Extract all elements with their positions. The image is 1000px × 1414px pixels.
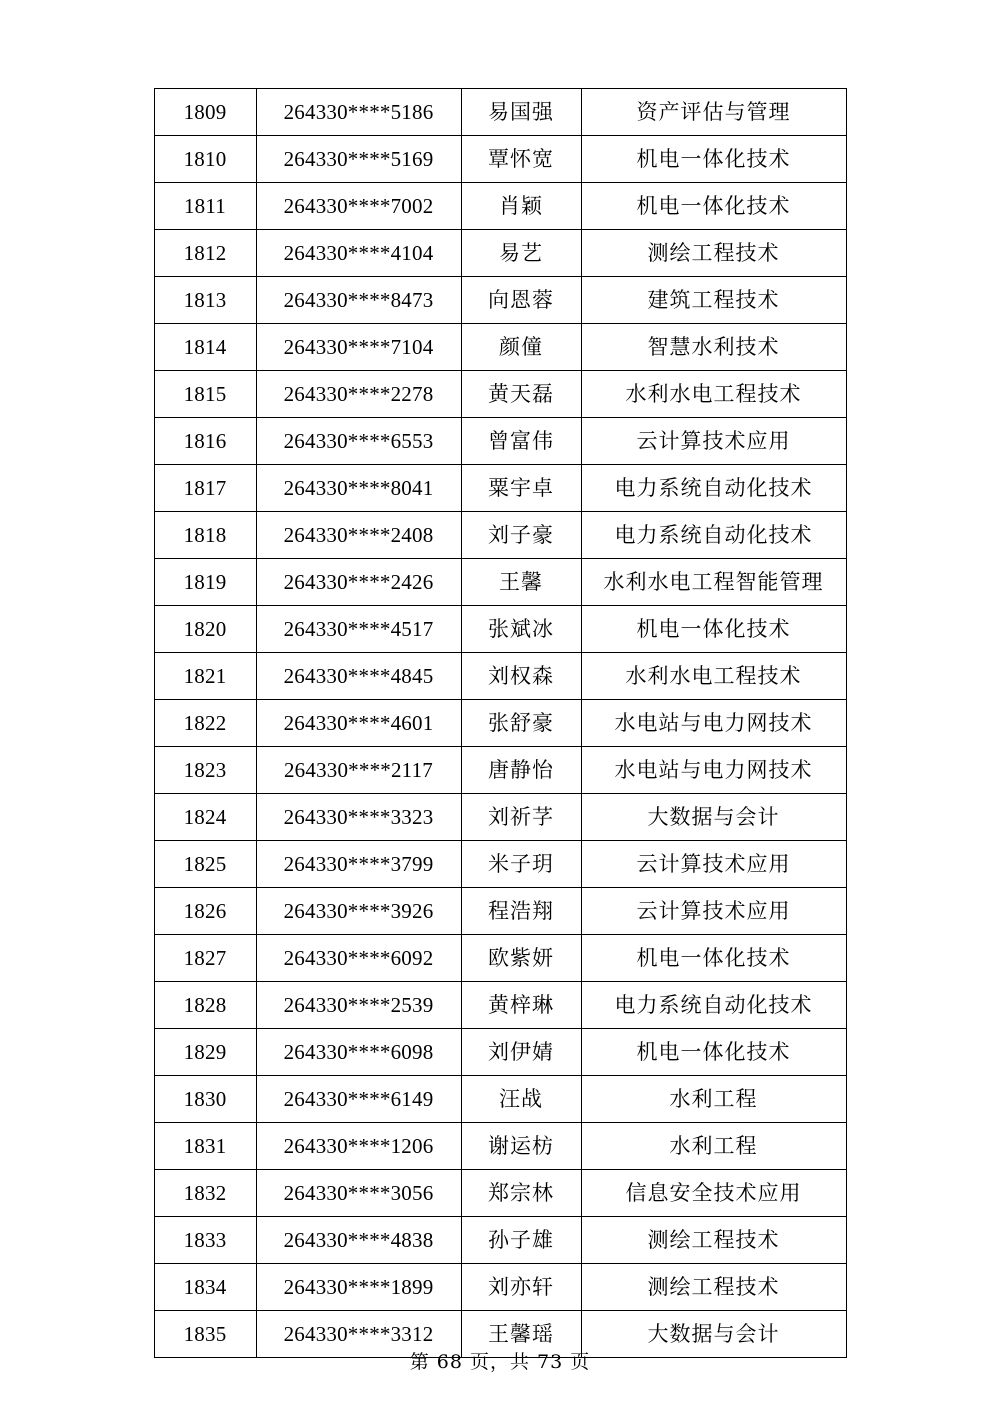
table-cell-name: 孙子雄 xyxy=(461,1217,581,1264)
table-cell-id: 264330****1899 xyxy=(256,1264,461,1311)
roster-table xyxy=(154,88,847,1358)
table-cell-major: 测绘工程技术 xyxy=(581,230,846,277)
table-cell-id: 264330****6149 xyxy=(256,1076,461,1123)
table-row xyxy=(154,136,846,183)
table-row xyxy=(154,747,846,794)
table-cell-seq: 1815 xyxy=(154,371,256,418)
table-cell-name: 王馨 xyxy=(461,559,581,606)
table-cell-id: 264330****2539 xyxy=(256,982,461,1029)
table-cell-name: 米子玥 xyxy=(461,841,581,888)
table-cell-major: 机电一体化技术 xyxy=(581,935,846,982)
table-cell-seq: 1818 xyxy=(154,512,256,559)
table-cell-name: 张斌冰 xyxy=(461,606,581,653)
table-cell-id: 264330****2408 xyxy=(256,512,461,559)
table-cell-seq: 1826 xyxy=(154,888,256,935)
table-cell-id: 264330****8473 xyxy=(256,277,461,324)
table-row xyxy=(154,794,846,841)
table-row xyxy=(154,183,846,230)
table-cell-seq: 1813 xyxy=(154,277,256,324)
table-cell-seq: 1812 xyxy=(154,230,256,277)
table-cell-seq: 1831 xyxy=(154,1123,256,1170)
table-cell-id: 264330****2117 xyxy=(256,747,461,794)
table-cell-major: 机电一体化技术 xyxy=(581,606,846,653)
table-cell-id: 264330****4104 xyxy=(256,230,461,277)
table-cell-name: 汪战 xyxy=(461,1076,581,1123)
table-cell-seq: 1829 xyxy=(154,1029,256,1076)
table-cell-seq: 1835 xyxy=(154,1311,256,1358)
table-row xyxy=(154,512,846,559)
table-cell-name: 程浩翔 xyxy=(461,888,581,935)
table-cell-major: 建筑工程技术 xyxy=(581,277,846,324)
table-cell-id: 264330****4838 xyxy=(256,1217,461,1264)
table-cell-name: 欧紫妍 xyxy=(461,935,581,982)
table-cell-id: 264330****3056 xyxy=(256,1170,461,1217)
table-cell-major: 水利工程 xyxy=(581,1123,846,1170)
table-row xyxy=(154,1076,846,1123)
table-row xyxy=(154,1029,846,1076)
table-cell-id: 264330****6553 xyxy=(256,418,461,465)
table-cell-name: 刘祈芓 xyxy=(461,794,581,841)
table-cell-major: 电力系统自动化技术 xyxy=(581,512,846,559)
table-cell-id: 264330****8041 xyxy=(256,465,461,512)
table-cell-major: 云计算技术应用 xyxy=(581,418,846,465)
table-row xyxy=(154,1217,846,1264)
table-cell-seq: 1823 xyxy=(154,747,256,794)
table-cell-name: 唐静怡 xyxy=(461,747,581,794)
table-cell-major: 水利水电工程技术 xyxy=(581,653,846,700)
table-cell-id: 264330****7002 xyxy=(256,183,461,230)
table-cell-seq: 1817 xyxy=(154,465,256,512)
table-cell-major: 机电一体化技术 xyxy=(581,136,846,183)
table-row xyxy=(154,418,846,465)
table-row xyxy=(154,1123,846,1170)
table-cell-name: 黄梓琳 xyxy=(461,982,581,1029)
table-cell-seq: 1820 xyxy=(154,606,256,653)
table-cell-id: 264330****7104 xyxy=(256,324,461,371)
table-cell-major: 大数据与会计 xyxy=(581,1311,846,1358)
table-row xyxy=(154,700,846,747)
table-cell-name: 刘伊婧 xyxy=(461,1029,581,1076)
table-cell-name: 谢运枋 xyxy=(461,1123,581,1170)
table-row xyxy=(154,982,846,1029)
table-cell-seq: 1834 xyxy=(154,1264,256,1311)
table-cell-seq: 1809 xyxy=(154,89,256,136)
table-cell-seq: 1832 xyxy=(154,1170,256,1217)
table-cell-name: 刘权森 xyxy=(461,653,581,700)
table-cell-name: 易艺 xyxy=(461,230,581,277)
table-cell-major: 云计算技术应用 xyxy=(581,888,846,935)
table-row xyxy=(154,935,846,982)
table-cell-seq: 1830 xyxy=(154,1076,256,1123)
table-cell-name: 郑宗林 xyxy=(461,1170,581,1217)
table-row xyxy=(154,465,846,512)
table-cell-name: 张舒豪 xyxy=(461,700,581,747)
table-cell-major: 水利工程 xyxy=(581,1076,846,1123)
table-cell-major: 水利水电工程技术 xyxy=(581,371,846,418)
table-cell-name: 刘子豪 xyxy=(461,512,581,559)
table-cell-seq: 1824 xyxy=(154,794,256,841)
table-cell-major: 测绘工程技术 xyxy=(581,1264,846,1311)
table-cell-name: 王馨瑶 xyxy=(461,1311,581,1358)
table-cell-name: 粟宇卓 xyxy=(461,465,581,512)
table-cell-seq: 1811 xyxy=(154,183,256,230)
table-cell-seq: 1828 xyxy=(154,982,256,1029)
table-row xyxy=(154,277,846,324)
table-cell-major: 电力系统自动化技术 xyxy=(581,982,846,1029)
table-cell-major: 机电一体化技术 xyxy=(581,1029,846,1076)
table-cell-seq: 1827 xyxy=(154,935,256,982)
table-cell-id: 264330****6092 xyxy=(256,935,461,982)
table-row xyxy=(154,230,846,277)
table-row xyxy=(154,841,846,888)
table-cell-major: 测绘工程技术 xyxy=(581,1217,846,1264)
table-cell-major: 大数据与会计 xyxy=(581,794,846,841)
table-cell-major: 电力系统自动化技术 xyxy=(581,465,846,512)
table-cell-seq: 1816 xyxy=(154,418,256,465)
table-cell-major: 信息安全技术应用 xyxy=(581,1170,846,1217)
table-row xyxy=(154,559,846,606)
table-cell-id: 264330****4601 xyxy=(256,700,461,747)
table-cell-id: 264330****3323 xyxy=(256,794,461,841)
table-row xyxy=(154,653,846,700)
table-cell-id: 264330****2278 xyxy=(256,371,461,418)
table-cell-seq: 1833 xyxy=(154,1217,256,1264)
table-row xyxy=(154,1264,846,1311)
table-row xyxy=(154,606,846,653)
table-cell-id: 264330****5186 xyxy=(256,89,461,136)
table-cell-major: 水电站与电力网技术 xyxy=(581,747,846,794)
table-cell-name: 肖颖 xyxy=(461,183,581,230)
table-cell-seq: 1819 xyxy=(154,559,256,606)
table-cell-major: 机电一体化技术 xyxy=(581,183,846,230)
table-cell-id: 264330****4517 xyxy=(256,606,461,653)
table-cell-name: 向恩蓉 xyxy=(461,277,581,324)
table-cell-id: 264330****5169 xyxy=(256,136,461,183)
table-cell-seq: 1810 xyxy=(154,136,256,183)
table-row xyxy=(154,1170,846,1217)
table-cell-name: 刘亦轩 xyxy=(461,1264,581,1311)
table-cell-id: 264330****4845 xyxy=(256,653,461,700)
table-cell-name: 黄天磊 xyxy=(461,371,581,418)
table-cell-name: 曾富伟 xyxy=(461,418,581,465)
table-row xyxy=(154,888,846,935)
table-cell-major: 云计算技术应用 xyxy=(581,841,846,888)
table-cell-seq: 1821 xyxy=(154,653,256,700)
table-cell-id: 264330****2426 xyxy=(256,559,461,606)
table-cell-name: 覃怀宽 xyxy=(461,136,581,183)
table-cell-major: 资产评估与管理 xyxy=(581,89,846,136)
table-row xyxy=(154,89,846,136)
table-cell-major: 水利水电工程智能管理 xyxy=(581,559,846,606)
table-cell-major: 水电站与电力网技术 xyxy=(581,700,846,747)
table-cell-id: 264330****3926 xyxy=(256,888,461,935)
table-cell-seq: 1825 xyxy=(154,841,256,888)
table-cell-seq: 1814 xyxy=(154,324,256,371)
table-cell-id: 264330****3799 xyxy=(256,841,461,888)
table-row xyxy=(154,371,846,418)
page-footer: 第 68 页，共 73 页 xyxy=(409,1351,591,1373)
table-row xyxy=(154,324,846,371)
roster-table-body xyxy=(154,89,846,1358)
table-cell-major: 智慧水利技术 xyxy=(581,324,846,371)
table-cell-name: 颜僮 xyxy=(461,324,581,371)
table-cell-id: 264330****3312 xyxy=(256,1311,461,1358)
table-cell-name: 易国强 xyxy=(461,89,581,136)
table-cell-seq: 1822 xyxy=(154,700,256,747)
table-cell-id: 264330****6098 xyxy=(256,1029,461,1076)
table-cell-id: 264330****1206 xyxy=(256,1123,461,1170)
